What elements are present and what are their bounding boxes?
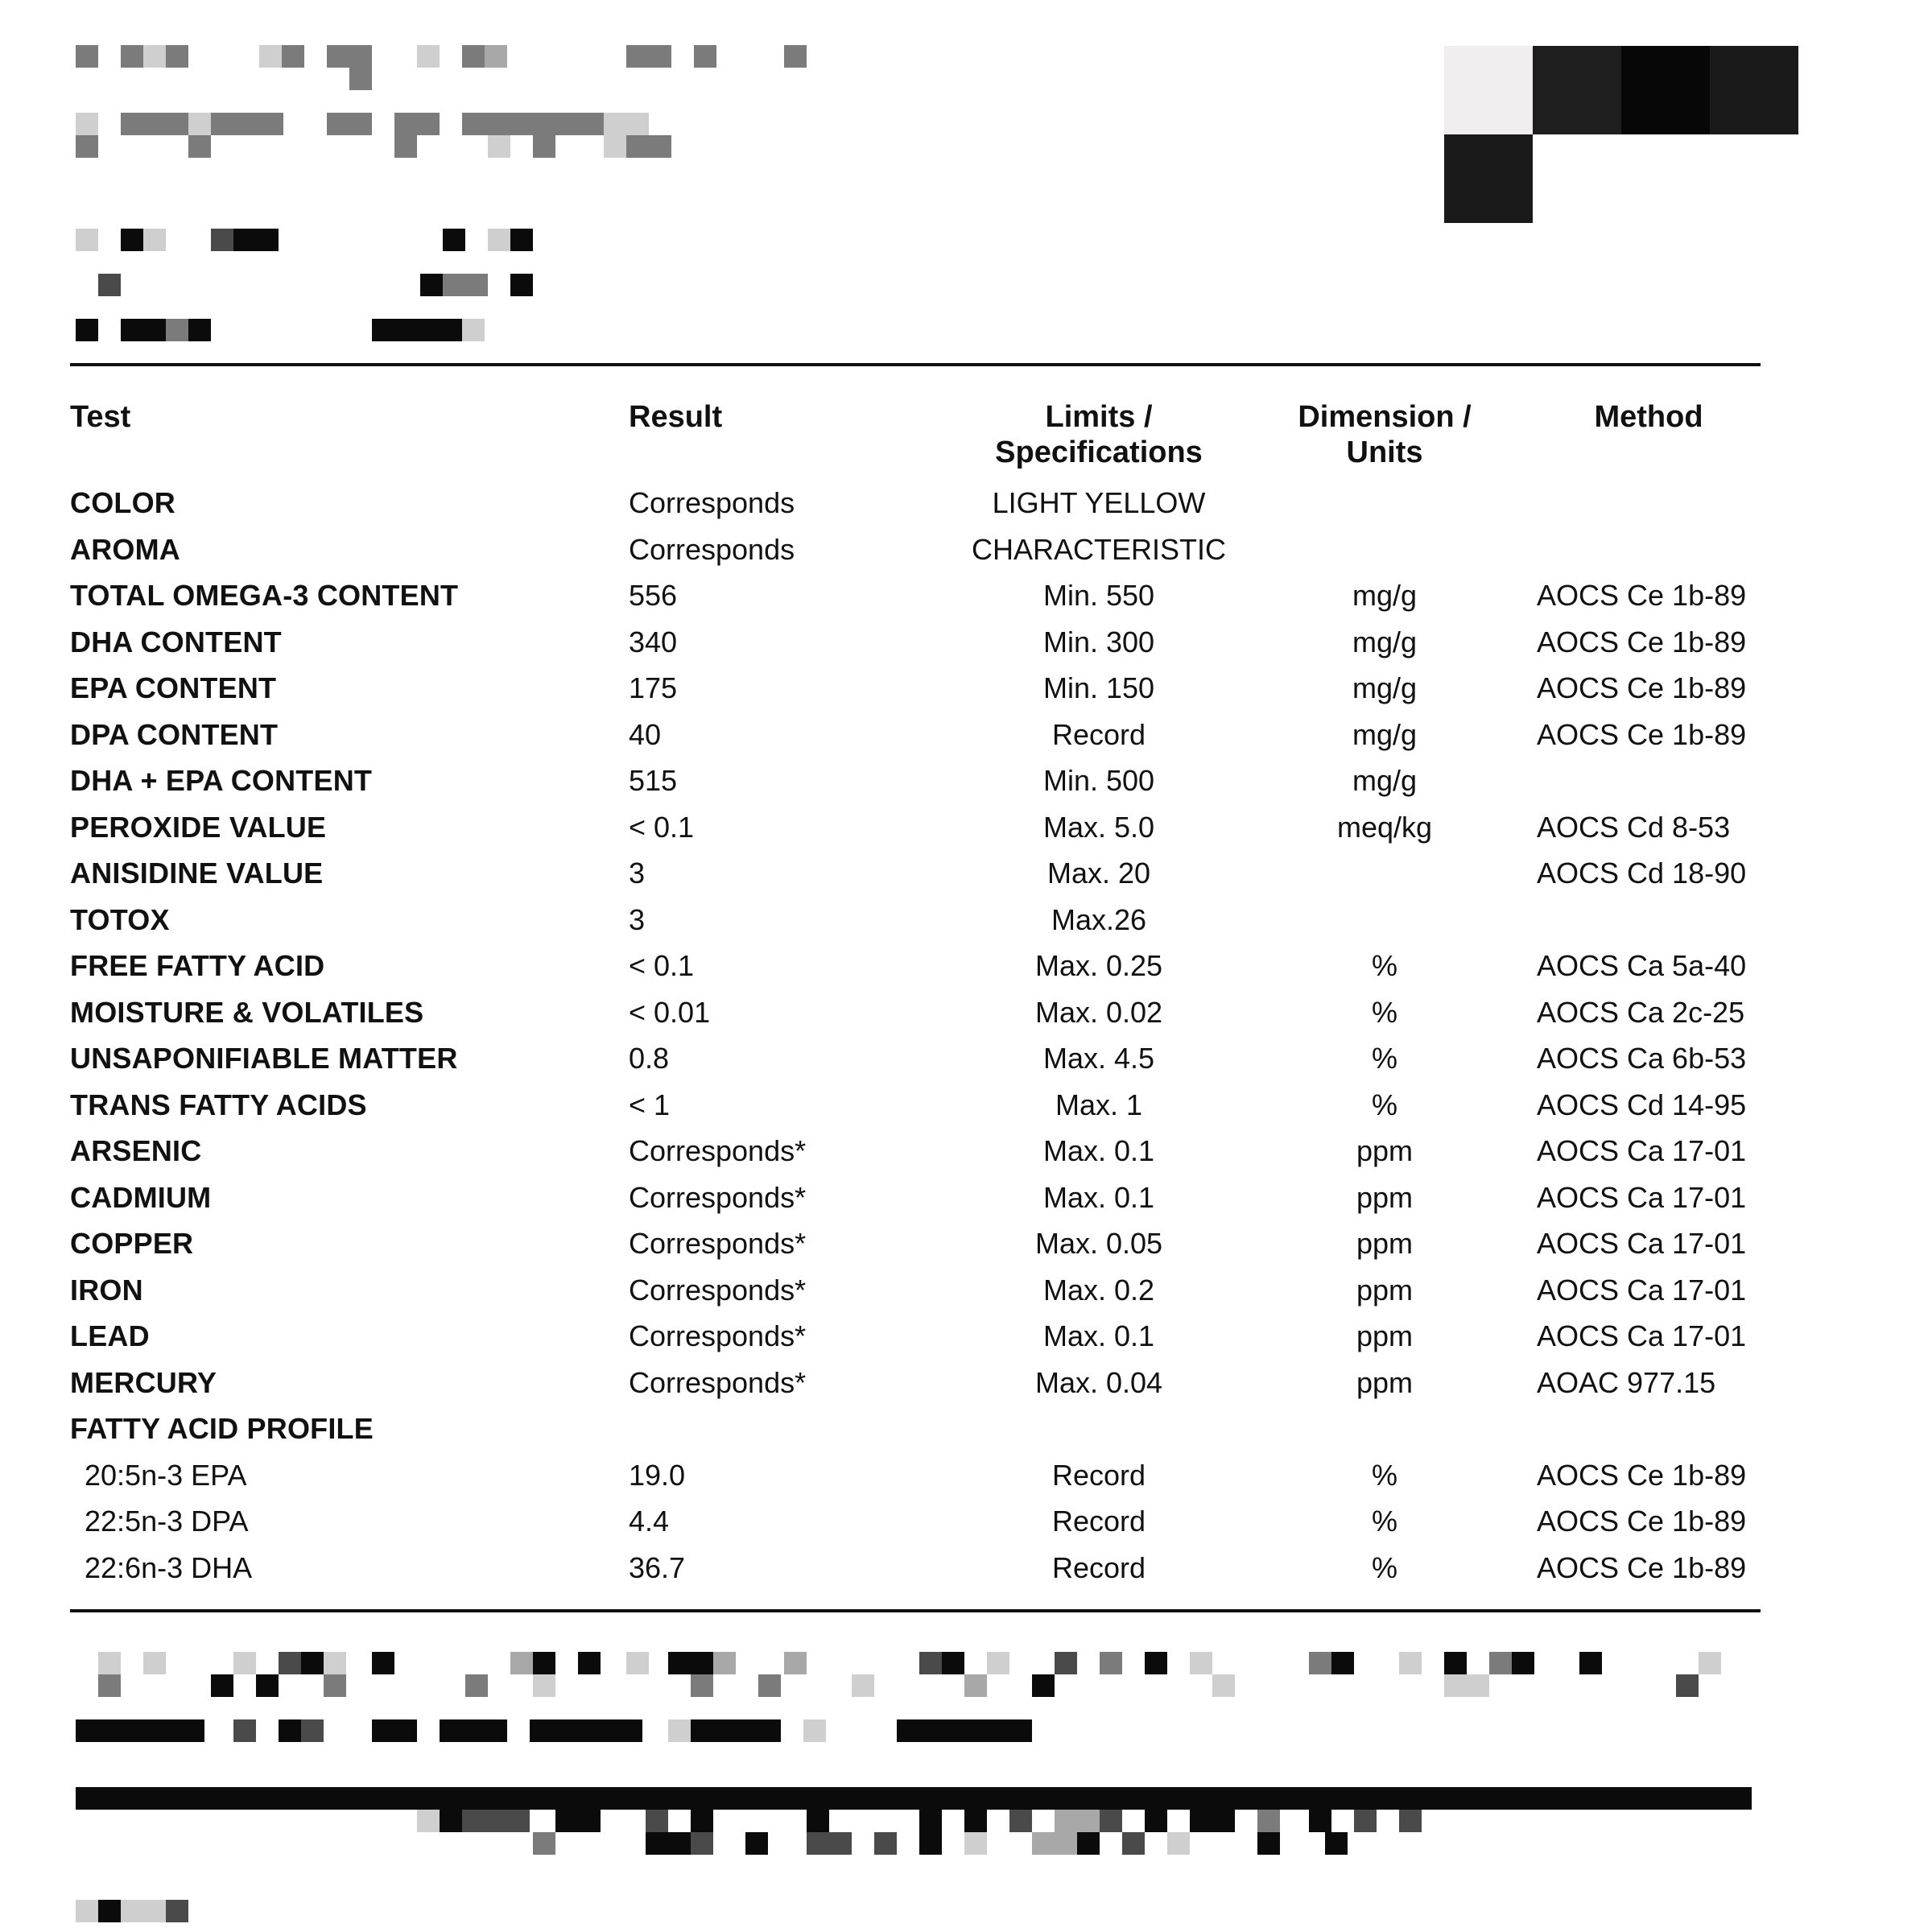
redaction-pixel	[626, 1652, 649, 1674]
redaction-pixel	[1100, 1810, 1122, 1832]
redaction-pixel	[76, 229, 98, 251]
cell-limits: Max. 0.02	[1034, 995, 1163, 1029]
cell-result: 19.0	[629, 1458, 686, 1492]
redaction-pixel	[852, 1674, 874, 1697]
cell-limits: Min. 300	[1042, 625, 1155, 658]
cell-method: AOCS Ce 1b-89	[1537, 1505, 1747, 1538]
redaction-pixel	[394, 135, 417, 158]
cell-limits: Max. 0.05	[1034, 1227, 1163, 1260]
redaction-pixel	[626, 135, 671, 158]
cell-limits: Max. 0.1	[1042, 1319, 1155, 1352]
redaction-pixel	[1212, 1674, 1235, 1697]
redaction-pixel	[211, 229, 233, 251]
table-row	[70, 526, 1761, 573]
cell-result: Corresponds*	[629, 1134, 807, 1167]
redaction-pixel	[713, 1652, 736, 1674]
redaction-pixel	[256, 1674, 279, 1697]
redaction-pixel	[121, 229, 143, 251]
cell-test: COLOR	[70, 486, 175, 519]
cell-test: EPA CONTENT	[70, 671, 277, 704]
redaction-pixel	[1399, 1652, 1422, 1674]
table-row	[70, 1128, 1761, 1174]
cell-units: %	[1371, 949, 1397, 982]
cell-limits: Record	[1051, 717, 1146, 751]
cell-result: 3	[629, 902, 646, 936]
table-row	[70, 1082, 1761, 1129]
redaction-pixel	[143, 229, 166, 251]
cell-test: FATTY ACID PROFILE	[70, 1412, 374, 1445]
cell-limits: Min. 500	[1042, 764, 1155, 797]
cell-units: ppm	[1356, 1273, 1414, 1307]
redaction-pixel	[327, 113, 372, 135]
redaction-pixel	[76, 45, 98, 68]
redaction-pixel	[919, 1652, 942, 1674]
redaction-pixel	[1100, 1652, 1122, 1674]
redaction-pixel	[324, 1652, 346, 1674]
cell-units: ppm	[1356, 1134, 1414, 1167]
cell-result: 0.8	[629, 1042, 670, 1075]
cell-result: < 1	[629, 1088, 671, 1121]
redaction-pixel	[964, 1810, 987, 1832]
redaction-pixel	[646, 1832, 691, 1855]
cell-test: CADMIUM	[70, 1180, 212, 1214]
cell-result: 36.7	[629, 1550, 686, 1584]
cell-test: FREE FATTY ACID	[70, 949, 325, 982]
table-row	[70, 1267, 1761, 1314]
cell-test: MOISTURE & VOLATILES	[70, 995, 424, 1029]
redaction-pixel	[555, 1810, 578, 1832]
redaction-pixel	[1331, 1652, 1354, 1674]
cell-units: mg/g	[1352, 671, 1418, 704]
redaction-pixel	[76, 319, 98, 341]
cell-test: PEROXIDE VALUE	[70, 810, 327, 844]
redaction-pixel	[188, 135, 211, 158]
cell-method: AOCS Ce 1b-89	[1537, 717, 1747, 751]
redaction-pixel	[349, 68, 372, 90]
cell-units	[1232, 480, 1537, 526]
cell-method: AOCS Cd 14-95	[1537, 1088, 1747, 1121]
cell-method: AOCS Ca 6b-53	[1537, 1042, 1747, 1075]
cell-method: AOCS Ca 17-01	[1537, 1319, 1747, 1352]
redaction-pixel	[166, 1900, 188, 1922]
redaction-pixel	[1190, 1810, 1235, 1832]
redaction-pixel	[462, 319, 485, 341]
cell-limits: Max. 0.1	[1042, 1180, 1155, 1214]
redaction-pixel	[121, 319, 166, 341]
cell-units	[1232, 850, 1537, 897]
cell-limits: CHARACTERISTIC	[971, 532, 1227, 566]
redaction-pixel	[533, 1652, 555, 1674]
redaction-pixel	[626, 45, 671, 68]
cell-test: MERCURY	[70, 1365, 217, 1399]
redaction-pixel	[1167, 1832, 1190, 1855]
redaction-pixel	[578, 1652, 601, 1674]
header-divider-rule	[70, 363, 1761, 366]
redaction-pixel	[604, 135, 626, 158]
cell-limits: Max. 5.0	[1042, 810, 1155, 844]
table-row	[70, 572, 1761, 619]
redaction-pixel	[874, 1832, 897, 1855]
table-row	[70, 758, 1761, 804]
redaction-pixel	[942, 1652, 964, 1674]
cell-result: Corresponds	[629, 532, 795, 566]
redaction-pixel	[1055, 1810, 1100, 1832]
cell-method	[1537, 526, 1761, 573]
redaction-pixel	[803, 1719, 826, 1742]
cell-result: Corresponds*	[629, 1319, 807, 1352]
column-header-method: Method	[1594, 400, 1703, 434]
cell-units: ppm	[1356, 1365, 1414, 1399]
table-row	[70, 1545, 1761, 1591]
redaction-pixel	[301, 1719, 324, 1742]
cell-units	[1232, 1406, 1537, 1452]
redaction-pixel	[668, 1719, 691, 1742]
cell-units: ppm	[1356, 1227, 1414, 1260]
table-row	[70, 480, 1761, 526]
cell-test: AROMA	[70, 532, 180, 566]
cell-method	[1537, 480, 1761, 526]
redaction-pixel	[1055, 1652, 1077, 1674]
redaction-pixel	[1354, 1810, 1377, 1832]
redaction-pixel	[1309, 1652, 1331, 1674]
redaction-pixel	[76, 1900, 98, 1922]
redaction-pixel	[98, 1652, 121, 1674]
table-row	[70, 804, 1761, 851]
cell-test: DHA CONTENT	[70, 625, 282, 658]
redaction-pixel	[784, 1652, 807, 1674]
column-header-result: Result	[629, 400, 723, 434]
redaction-pixel	[668, 1652, 713, 1674]
cell-test: TRANS FATTY ACIDS	[70, 1088, 367, 1121]
cell-units: %	[1371, 1458, 1397, 1492]
redaction-pixel	[440, 1719, 507, 1742]
cell-limits	[965, 1406, 1232, 1452]
table-row	[70, 989, 1761, 1036]
redaction-pixel	[279, 1652, 301, 1674]
redaction-pixel	[372, 1719, 417, 1742]
cell-method: AOCS Ca 17-01	[1537, 1273, 1747, 1307]
cell-test: DPA CONTENT	[70, 717, 279, 751]
cell-method: AOCS Ce 1b-89	[1537, 625, 1747, 658]
redaction-pixel	[301, 1652, 324, 1674]
table-row	[70, 943, 1761, 989]
cell-limits: Max. 0.1	[1042, 1134, 1155, 1167]
redaction-pixel	[188, 113, 211, 135]
cell-method: AOCS Ca 17-01	[1537, 1180, 1747, 1214]
cell-result: 175	[629, 671, 678, 704]
redaction-pixel	[233, 229, 279, 251]
cell-result: Corresponds*	[629, 1273, 807, 1307]
cell-method	[1537, 758, 1761, 804]
redaction-pixel	[1077, 1832, 1100, 1855]
cell-test: LEAD	[70, 1319, 150, 1352]
redaction-pixel	[510, 1652, 533, 1674]
table-row	[70, 1406, 1761, 1452]
redaction-pixel	[417, 1810, 440, 1832]
redaction-pixel	[919, 1810, 942, 1832]
redaction-pixel	[327, 45, 372, 68]
redaction-pixel	[465, 1674, 488, 1697]
cell-method: AOCS Ce 1b-89	[1537, 1550, 1747, 1584]
cell-result: Corresponds*	[629, 1365, 807, 1399]
redaction-pixel	[1444, 1674, 1489, 1697]
table-row	[70, 897, 1761, 943]
redaction-pixel	[1699, 1652, 1721, 1674]
redaction-pixel	[533, 135, 555, 158]
redaction-pixel	[1444, 1652, 1467, 1674]
redaction-pixel	[121, 1900, 166, 1922]
redaction-pixel	[259, 45, 282, 68]
table-row	[70, 1313, 1761, 1360]
cell-result: 4.4	[629, 1505, 670, 1538]
table-row	[70, 665, 1761, 712]
redaction-pixel	[1399, 1810, 1422, 1832]
cell-method: AOCS Ca 5a-40	[1537, 949, 1747, 982]
redaction-pixel	[758, 1674, 781, 1697]
redaction-pixel	[282, 45, 304, 68]
cell-method: AOCS Ce 1b-89	[1537, 1458, 1747, 1492]
redaction-pixel	[443, 274, 488, 296]
redaction-pixel	[143, 1652, 166, 1674]
cell-test: TOTAL OMEGA-3 CONTENT	[70, 579, 459, 612]
redaction-pixel	[578, 1810, 601, 1832]
redaction-pixel	[1122, 1832, 1145, 1855]
column-header-limits	[965, 399, 1232, 480]
redaction-pixel	[530, 1719, 642, 1742]
redaction-pixel	[1579, 1652, 1602, 1674]
redaction-pixel	[964, 1674, 987, 1697]
cell-result: 556	[629, 579, 678, 612]
cell-units	[1232, 897, 1537, 943]
cell-method: AOCS Ce 1b-89	[1537, 671, 1747, 704]
cell-result: Corresponds	[629, 486, 795, 519]
redaction-pixel	[462, 1810, 530, 1832]
redaction-pixel	[488, 135, 510, 158]
redaction-pixel	[745, 1832, 768, 1855]
redaction-pixel	[604, 113, 649, 135]
table-row	[70, 1035, 1761, 1082]
cell-result: Corresponds*	[629, 1227, 807, 1260]
cell-units: %	[1371, 995, 1397, 1029]
cell-result	[629, 1406, 965, 1452]
cell-units: %	[1371, 1550, 1397, 1584]
redaction-pixel	[919, 1832, 942, 1855]
cell-limits: Min. 550	[1042, 579, 1155, 612]
cell-limits: Max. 0.04	[1034, 1365, 1163, 1399]
redaction-pixel	[98, 274, 121, 296]
cell-test: 22:5n-3 DPA	[85, 1505, 249, 1538]
redaction-pixel	[807, 1810, 829, 1832]
redaction-pixel	[98, 1674, 121, 1697]
specification-table	[70, 399, 1761, 1591]
column-header-units-text: Dimension / Units	[1298, 400, 1472, 469]
redaction-pixel	[533, 1674, 555, 1697]
cell-limits: Min. 150	[1042, 671, 1155, 704]
redaction-pixel	[807, 1832, 852, 1855]
column-header-test: Test	[70, 400, 131, 434]
redacted-logo	[1444, 46, 1798, 223]
redaction-pixel	[646, 1810, 668, 1832]
redaction-pixel	[211, 113, 283, 135]
cell-method: AOCS Cd 8-53	[1537, 810, 1731, 844]
cell-method: AOCS Cd 18-90	[1537, 857, 1747, 890]
redaction-pixel	[1009, 1810, 1032, 1832]
cell-method: AOCS Ca 17-01	[1537, 1134, 1747, 1167]
redaction-pixel	[443, 229, 465, 251]
cell-units: mg/g	[1352, 717, 1418, 751]
redaction-pixel	[987, 1652, 1009, 1674]
table-row	[70, 1174, 1761, 1221]
cell-units: ppm	[1356, 1180, 1414, 1214]
cell-result: < 0.01	[629, 995, 711, 1029]
cell-result: 340	[629, 625, 678, 658]
cell-test: IRON	[70, 1273, 143, 1307]
redaction-pixel	[420, 274, 443, 296]
table-row	[70, 1452, 1761, 1499]
redaction-pixel	[324, 1674, 346, 1697]
cell-units: mg/g	[1352, 764, 1418, 797]
redaction-pixel	[233, 1652, 256, 1674]
redaction-pixel	[1032, 1832, 1077, 1855]
redaction-pixel	[76, 113, 98, 135]
redaction-pixel	[166, 45, 188, 68]
redaction-pixel	[1512, 1652, 1534, 1674]
cell-result: < 0.1	[629, 810, 695, 844]
cell-limits: Record	[1051, 1505, 1146, 1538]
table-row	[70, 1220, 1761, 1267]
redaction-pixel	[691, 1832, 713, 1855]
redaction-pixel	[1489, 1652, 1512, 1674]
cell-test: ANISIDINE VALUE	[70, 857, 324, 890]
redaction-pixel	[1257, 1810, 1280, 1832]
redaction-pixel	[462, 45, 485, 68]
cell-limits: Max.26	[1051, 902, 1147, 936]
table-row	[70, 619, 1761, 666]
cell-test: 20:5n-3 EPA	[85, 1458, 247, 1492]
redaction-pixel	[485, 45, 507, 68]
redaction-pixel	[488, 229, 510, 251]
redaction-pixel	[211, 1674, 233, 1697]
cell-test: UNSAPONIFIABLE MATTER	[70, 1042, 458, 1075]
cell-result: < 0.1	[629, 949, 695, 982]
cell-method: AOCS Ca 2c-25	[1537, 995, 1745, 1029]
cell-method: AOCS Ce 1b-89	[1537, 579, 1747, 612]
redaction-pixel	[1145, 1652, 1167, 1674]
table-row	[70, 1360, 1761, 1406]
redaction-pixel	[691, 1719, 781, 1742]
cell-test: ARSENIC	[70, 1134, 202, 1167]
redaction-pixel	[691, 1810, 713, 1832]
table-row	[70, 1498, 1761, 1545]
cell-result: 515	[629, 764, 678, 797]
cell-units: %	[1371, 1088, 1397, 1121]
cell-units: %	[1371, 1042, 1397, 1075]
cell-limits: Max. 4.5	[1042, 1042, 1155, 1075]
cell-result: 40	[629, 717, 662, 751]
redaction-pixel	[784, 45, 807, 68]
cell-method: AOAC 977.15	[1537, 1365, 1716, 1399]
redaction-pixel	[691, 1674, 713, 1697]
redaction-pixel	[964, 1832, 987, 1855]
redaction-pixel	[1676, 1674, 1699, 1697]
cell-units: mg/g	[1352, 625, 1418, 658]
redaction-pixel	[1190, 1652, 1212, 1674]
redaction-pixel	[1325, 1832, 1348, 1855]
redaction-pixel	[1309, 1810, 1331, 1832]
cell-units	[1232, 526, 1537, 573]
cell-result: 3	[629, 857, 646, 890]
cell-limits: Max. 20	[1046, 857, 1151, 890]
table-header-row	[70, 399, 1761, 480]
cell-limits: Max. 0.25	[1034, 949, 1163, 982]
cell-limits: Max. 0.2	[1042, 1273, 1155, 1307]
redaction-pixel	[1032, 1674, 1055, 1697]
redaction-pixel	[897, 1719, 1032, 1742]
redaction-pixel	[372, 319, 462, 341]
redaction-pixel	[1145, 1810, 1167, 1832]
cell-test: TOTOX	[70, 902, 170, 936]
redaction-pixel	[372, 1652, 394, 1674]
column-header-limits-text: Limits / Specifications	[995, 400, 1203, 469]
redaction-pixel	[533, 1832, 555, 1855]
footer-divider-rule	[70, 1609, 1761, 1612]
redaction-pixel	[121, 45, 143, 68]
redaction-pixel	[510, 274, 533, 296]
cell-limits: Max. 1	[1055, 1088, 1143, 1121]
cell-test: COPPER	[70, 1227, 194, 1260]
cell-method: AOCS Ca 17-01	[1537, 1227, 1747, 1260]
table-body	[70, 480, 1761, 1591]
cell-units: %	[1371, 1505, 1397, 1538]
table-row	[70, 850, 1761, 897]
cell-method	[1537, 1406, 1761, 1452]
redaction-pixel	[394, 113, 440, 135]
cell-method	[1537, 897, 1761, 943]
cell-units: mg/g	[1352, 579, 1418, 612]
table-row	[70, 712, 1761, 758]
cell-units: ppm	[1356, 1319, 1414, 1352]
cell-units: meq/kg	[1336, 810, 1433, 844]
redaction-pixel	[440, 1810, 462, 1832]
redaction-pixel	[76, 135, 98, 158]
redaction-pixel	[76, 1719, 204, 1742]
redaction-pixel	[1257, 1832, 1280, 1855]
redaction-pixel	[417, 45, 440, 68]
cell-limits: LIGHT YELLOW	[992, 486, 1206, 519]
column-header-units	[1232, 399, 1537, 480]
cell-limits: Record	[1051, 1550, 1146, 1584]
cell-result: Corresponds*	[629, 1180, 807, 1214]
redaction-pixel	[98, 1900, 121, 1922]
redaction-pixel	[76, 1787, 1752, 1810]
redaction-pixel	[143, 45, 166, 68]
redaction-pixel	[694, 45, 716, 68]
redaction-pixel	[188, 319, 211, 341]
redaction-pixel	[166, 319, 188, 341]
cell-test: 22:6n-3 DHA	[85, 1550, 253, 1584]
redaction-pixel	[510, 229, 533, 251]
cell-limits: Record	[1051, 1458, 1146, 1492]
cell-test: DHA + EPA CONTENT	[70, 764, 373, 797]
redaction-pixel	[233, 1719, 256, 1742]
